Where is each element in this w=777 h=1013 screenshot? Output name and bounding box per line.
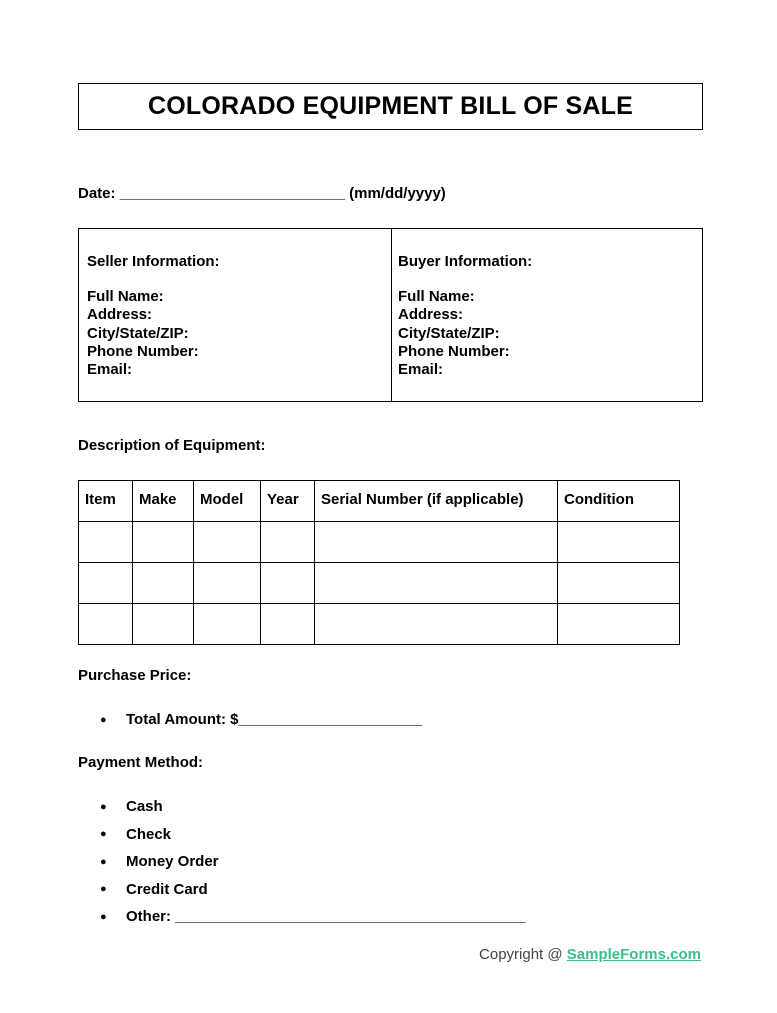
table-cell[interactable] <box>261 522 315 563</box>
date-label: Date: <box>78 185 116 202</box>
seller-city-state-zip-field[interactable]: City/State/ZIP: <box>87 324 189 342</box>
buyer-full-name-field[interactable]: Full Name: <box>398 288 475 306</box>
list-item <box>100 848 526 876</box>
table-cell[interactable] <box>133 563 194 604</box>
bullet-icon: ● <box>100 713 107 726</box>
equipment-section-label: Description of Equipment: <box>78 437 266 454</box>
date-field[interactable]: ___________________________ <box>119 185 345 202</box>
equipment-table <box>78 480 680 645</box>
table-cell[interactable] <box>261 604 315 645</box>
payment-option-credit-card[interactable]: Credit Card <box>126 880 208 898</box>
seller-heading: Seller Information: <box>87 253 220 270</box>
list-item <box>100 821 526 849</box>
table-cell[interactable] <box>194 604 261 645</box>
payment-method-label: Payment Method: <box>78 754 204 771</box>
table-row <box>79 604 680 645</box>
copyright-footer <box>479 946 701 963</box>
table-cell[interactable] <box>558 522 680 563</box>
payment-option-cash[interactable]: Cash <box>126 798 163 816</box>
column-header-item: Item <box>79 481 133 522</box>
seller-email-field[interactable]: Email: <box>87 361 133 379</box>
table-cell[interactable] <box>79 563 133 604</box>
title-box <box>78 83 703 130</box>
document-title: COLORADO EQUIPMENT BILL OF SALE <box>148 92 633 120</box>
purchase-price-list <box>100 706 422 734</box>
date-line <box>78 185 446 202</box>
table-cell[interactable] <box>558 563 680 604</box>
table-row <box>79 522 680 563</box>
table-cell[interactable] <box>194 522 261 563</box>
table-cell[interactable] <box>558 604 680 645</box>
column-header-model: Model <box>194 481 261 522</box>
column-header-year: Year <box>261 481 315 522</box>
bullet-icon: ● <box>100 855 107 868</box>
list-item <box>100 793 526 821</box>
table-cell[interactable] <box>133 522 194 563</box>
bullet-icon: ● <box>100 910 107 923</box>
list-item <box>100 903 526 931</box>
table-cell[interactable] <box>315 522 558 563</box>
payment-option-money-order[interactable]: Money Order <box>126 853 219 871</box>
seller-address-field[interactable]: Address: <box>87 306 153 324</box>
seller-full-name-field[interactable]: Full Name: <box>87 288 164 306</box>
bullet-icon: ● <box>100 883 107 896</box>
list-item <box>100 706 422 734</box>
buyer-information-cell <box>391 229 702 401</box>
buyer-phone-field[interactable]: Phone Number: <box>398 342 510 360</box>
buyer-heading: Buyer Information: <box>398 253 533 270</box>
column-header-serial-number: Serial Number (if applicable) <box>315 481 558 522</box>
table-cell[interactable] <box>315 563 558 604</box>
sampleforms-link[interactable]: SampleForms.com <box>566 946 701 963</box>
seller-phone-field[interactable]: Phone Number: <box>87 342 199 360</box>
payment-option-check[interactable]: Check <box>126 825 172 843</box>
table-cell[interactable] <box>79 522 133 563</box>
seller-information-cell <box>79 229 391 401</box>
table-cell[interactable] <box>261 563 315 604</box>
table-cell[interactable] <box>79 604 133 645</box>
table-cell[interactable] <box>315 604 558 645</box>
bullet-icon: ● <box>100 828 107 841</box>
total-amount-field[interactable]: Total Amount: $______________________ <box>126 711 423 729</box>
party-information-table <box>78 228 703 402</box>
buyer-email-field[interactable]: Email: <box>398 361 444 379</box>
equipment-table-header-row <box>79 481 680 522</box>
bullet-icon: ● <box>100 800 107 813</box>
list-item <box>100 876 526 904</box>
column-header-condition: Condition <box>558 481 680 522</box>
date-format-hint: (mm/dd/yyyy) <box>349 185 446 202</box>
buyer-city-state-zip-field[interactable]: City/State/ZIP: <box>398 324 500 342</box>
purchase-price-label: Purchase Price: <box>78 667 192 684</box>
table-cell[interactable] <box>133 604 194 645</box>
copyright-text: Copyright @ <box>479 946 567 963</box>
payment-method-list <box>100 793 526 931</box>
table-row <box>79 563 680 604</box>
column-header-make: Make <box>133 481 194 522</box>
payment-option-other[interactable]: Other: __________________________________________ <box>126 908 526 926</box>
buyer-address-field[interactable]: Address: <box>398 306 464 324</box>
table-cell[interactable] <box>194 563 261 604</box>
